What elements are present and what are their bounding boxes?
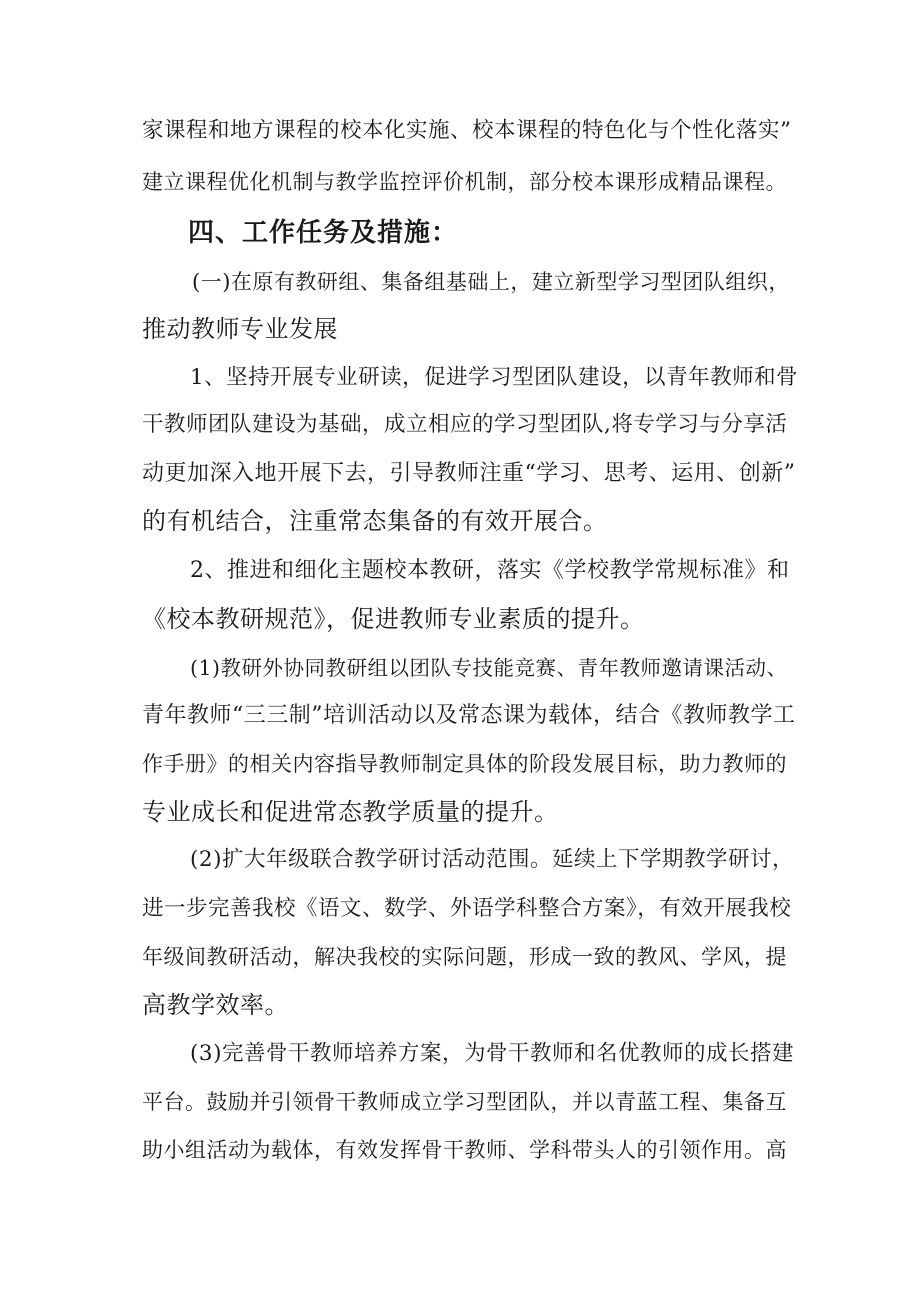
sub-2-line-3: 年级间教研活动，解决我校的实际问题，形成一致的教风、学风，提: [142, 945, 787, 969]
sub-3-line-1: (3)完善骨干教师培养方案，为骨干教师和名优教师的成长搭建: [190, 1041, 794, 1066]
sub-3-line-3: 助小组活动为载体，有效发挥骨干教师、学科带头人的引领作用。高: [142, 1138, 787, 1162]
sub-1-line-2: 青年教师“三三制”培训活动以及常态课为载体，结合《教师教学工: [142, 703, 796, 728]
intro-line-1: 家课程和地方课程的校本化实施、校本课程的特色化与个性化落实”: [142, 118, 792, 143]
sub-1-line-1: (1)教研外协同教研组以团队专技能竞赛、青年教师邀请课活动、: [190, 656, 788, 680]
item-2-line-1: 2、推进和细化主题校本教研，落实《学校教学常规标准》和: [190, 558, 790, 583]
item-1-line-4: 的有机结合，注重常态集备的有效开展合。: [142, 507, 608, 535]
sub-2-line-2: 进一步完善我校《语文、数学、外语学科整合方案》，有效开展我校: [142, 896, 792, 921]
section-heading: 四、工作任务及措施：: [188, 218, 459, 248]
subsection-1-line-2: 推动教师专业发展: [142, 315, 338, 343]
sub-1-line-3: 作手册》的相关内容指导教师制定具体的阶段发展目标，助力教师的: [142, 752, 787, 776]
sub-2-line-4: 高教学效率。: [142, 991, 289, 1019]
sub-1-line-4: 专业成长和促进常态教学质量的提升。: [142, 798, 559, 826]
item-1-line-2: 干教师团队建设为基础，成立相应的学习型团队,将专学习与分享活: [142, 412, 788, 437]
sub-3-line-2: 平台。鼓励并引领骨干教师成立学习型团队，并以青蓝工程、集备互: [142, 1090, 787, 1114]
sub-2-line-1: (2)扩大年级联合教学研讨活动范围。延续上下学期教学研讨，: [190, 847, 794, 872]
item-2-line-2: 《校本教研规范》，促进教师专业素质的提升。: [142, 605, 645, 633]
item-1-line-3: 动更加深入地开展下去，引导教师注重“学习、思考、运用、创新”: [142, 461, 796, 486]
subsection-1-line-1: (一)在原有教研组、集备组基础上，建立新型学习型团队组织，: [192, 270, 790, 294]
intro-line-2: 建立课程优化机制与教学监控评价机制，部分校本课形成精品课程。: [142, 170, 787, 194]
item-1-line-1: 1、坚持开展专业研读，促进学习型团队建设，以青年教师和骨: [190, 365, 799, 390]
